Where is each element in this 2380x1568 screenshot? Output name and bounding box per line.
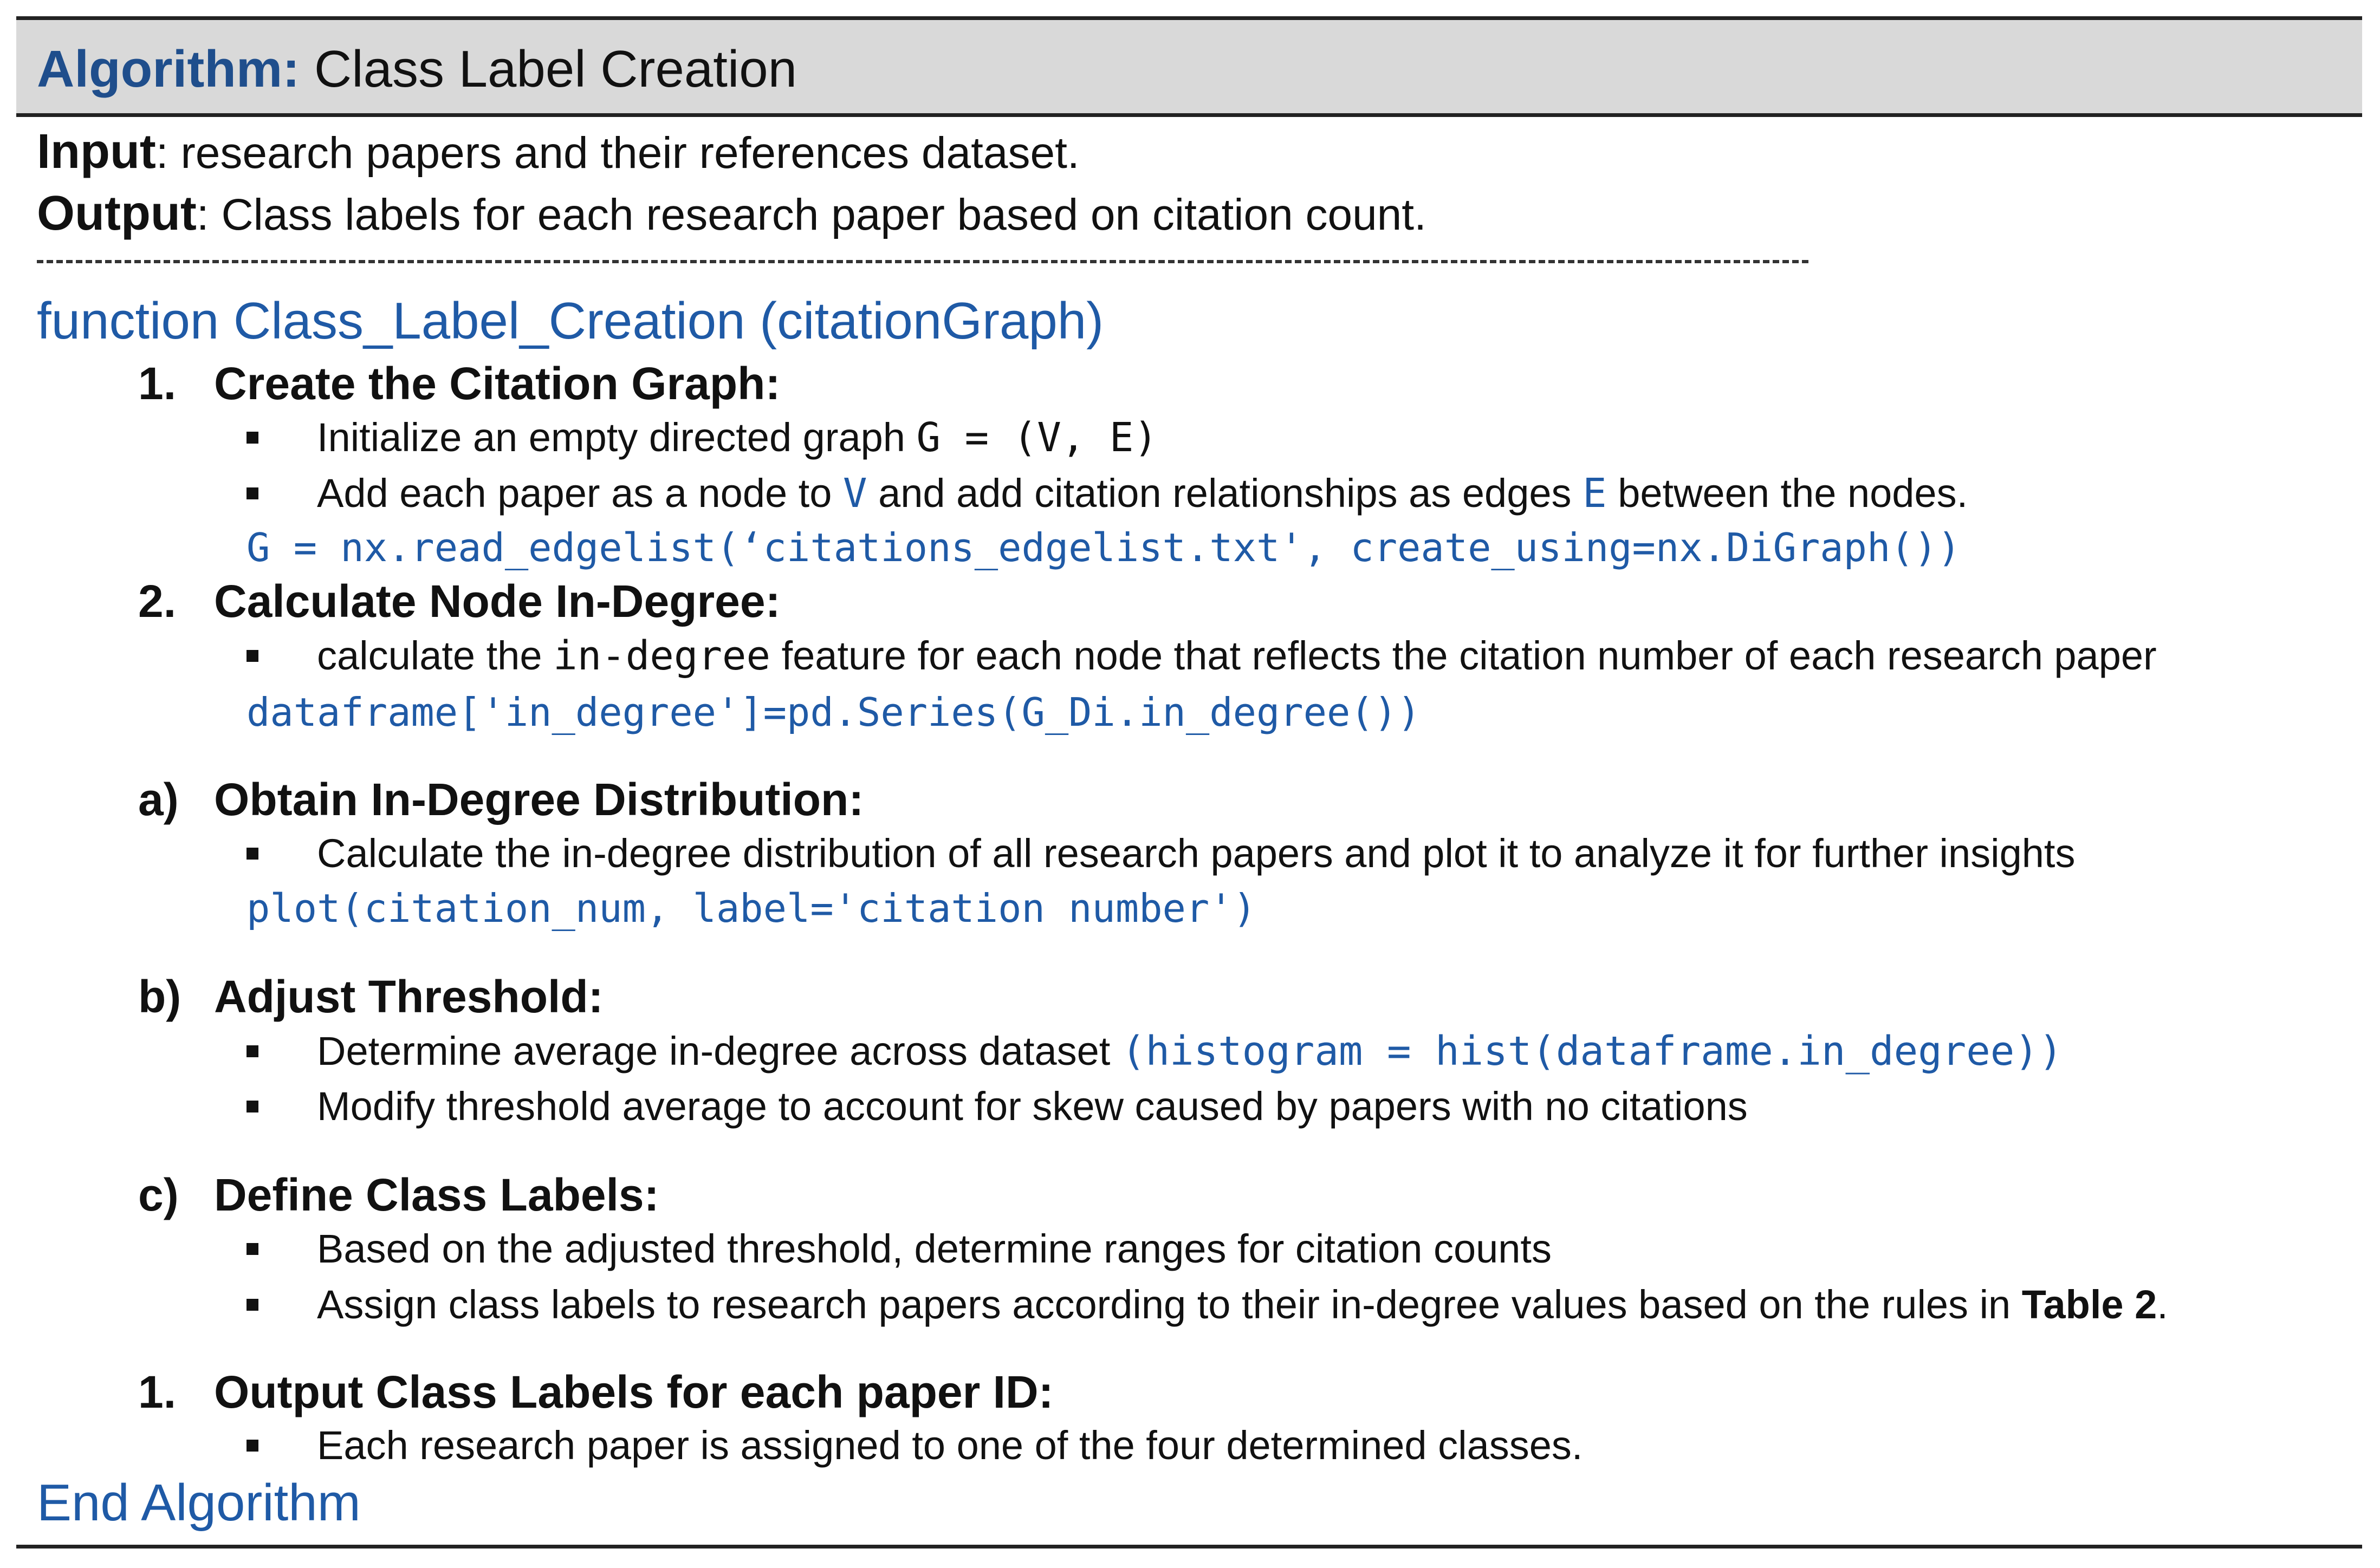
step-2-bullet-1-pre: calculate the bbox=[317, 633, 554, 678]
step-a-bullet-1: Calculate the in-degree distribution of all research papers and plot it to analyze it for further insights bbox=[317, 831, 2076, 876]
output-step-title: Output Class Labels for each paper ID: bbox=[214, 1367, 1054, 1417]
header-text bbox=[37, 40, 797, 99]
output-step-number: 1. bbox=[138, 1367, 177, 1417]
step-2-title: Calculate Node In-Degree: bbox=[214, 576, 781, 627]
step-c-bullet-2-post: . bbox=[2157, 1282, 2168, 1327]
output-line bbox=[37, 186, 1426, 242]
step-1-bullet-1-code: G = (V, E) bbox=[916, 414, 1158, 461]
bullet-icon bbox=[247, 1299, 258, 1311]
function-signature: function Class_Label_Creation (citationGraph) bbox=[37, 292, 1104, 350]
step-b-title: Adjust Threshold: bbox=[214, 971, 604, 1022]
step-c-heading bbox=[138, 1168, 659, 1222]
step-b-number: b) bbox=[138, 971, 181, 1022]
step-1-bullet-2-mid: and add citation relationships as edges bbox=[867, 471, 1583, 516]
step-a-code: plot(citation_num, label='citation number') bbox=[247, 886, 1256, 931]
step-b-bullet-1-text: Determine average in-degree across dataset bbox=[317, 1029, 1121, 1073]
step-c-title: Define Class Labels: bbox=[214, 1169, 659, 1220]
bullet-icon bbox=[247, 1045, 258, 1057]
step-1-bullet-2 bbox=[317, 469, 1968, 518]
step-1-bullet-2-pre: Add each paper as a node to bbox=[317, 471, 843, 516]
output-label: Output bbox=[37, 186, 197, 240]
step-1-bullet-2-v: V bbox=[842, 470, 867, 517]
step-1-bullet-1 bbox=[317, 413, 1158, 462]
input-text: : research papers and their references dataset. bbox=[155, 128, 1080, 178]
step-b-heading bbox=[138, 970, 604, 1024]
bullet-icon bbox=[247, 848, 258, 860]
step-b-bullet-1-code: (histogram = hist(dataframe.in_degree)) bbox=[1121, 1028, 2063, 1075]
step-1-bullet-2-post: between the nodes. bbox=[1606, 471, 1968, 516]
step-c-bullet-2-pre: Assign class labels to research papers according to their in-degree values based on the rules in bbox=[317, 1282, 2022, 1327]
algorithm-keyword: Algorithm: bbox=[37, 40, 300, 98]
bullet-icon bbox=[247, 432, 258, 444]
step-c-bullet-2 bbox=[317, 1280, 2168, 1329]
bullet-icon bbox=[247, 650, 258, 662]
step-1-heading bbox=[138, 356, 780, 411]
bullet-icon bbox=[247, 487, 258, 499]
step-2-bullet-1-code: in-degree bbox=[553, 633, 771, 679]
input-label: Input bbox=[37, 125, 156, 179]
step-1-title: Create the Citation Graph: bbox=[214, 358, 781, 409]
bullet-icon bbox=[247, 1101, 258, 1112]
algorithm-header bbox=[16, 20, 2362, 117]
step-a-title: Obtain In-Degree Distribution: bbox=[214, 774, 864, 825]
step-c-bullet-1: Based on the adjusted threshold, determine ranges for citation counts bbox=[317, 1226, 1552, 1271]
top-rule bbox=[16, 16, 2362, 20]
output-step-bullet-1: Each research paper is assigned to one of the four determined classes. bbox=[317, 1423, 1583, 1468]
dashed-separator bbox=[37, 260, 1808, 263]
step-a-heading bbox=[138, 772, 864, 827]
step-1-code: G = nx.read_edgelist(‘citations_edgelist.txt', create_using=nx.DiGraph()) bbox=[247, 525, 1961, 570]
step-1-number: 1. bbox=[138, 358, 177, 409]
bottom-rule bbox=[16, 1545, 2362, 1549]
end-algorithm: End Algorithm bbox=[37, 1474, 361, 1532]
step-b-bullet-1 bbox=[317, 1027, 2063, 1076]
step-c-number: c) bbox=[138, 1169, 179, 1220]
algorithm-box bbox=[16, 16, 2362, 1554]
table-2-reference: Table 2 bbox=[2021, 1282, 2157, 1327]
bullet-icon bbox=[247, 1440, 258, 1452]
step-2-bullet-1 bbox=[317, 632, 2157, 680]
step-1-bullet-1-text: Initialize an empty directed graph bbox=[317, 415, 917, 460]
step-2-heading bbox=[138, 574, 781, 628]
step-a-number: a) bbox=[138, 774, 179, 825]
step-2-number: 2. bbox=[138, 576, 177, 627]
bullet-icon bbox=[247, 1243, 258, 1255]
algorithm-title: Class Label Creation bbox=[314, 40, 797, 98]
input-line bbox=[37, 125, 1080, 180]
step-b-bullet-2: Modify threshold average to account for skew caused by papers with no citations bbox=[317, 1084, 1748, 1129]
step-2-bullet-1-post: feature for each node that reflects the citation number of each research paper bbox=[770, 633, 2157, 678]
output-step-heading bbox=[138, 1365, 1054, 1419]
output-text: : Class labels for each research paper based on citation count. bbox=[196, 190, 1426, 239]
step-2-code: dataframe['in_degree']=pd.Series(G_Di.in_degree()) bbox=[247, 689, 1421, 735]
step-1-bullet-2-e: E bbox=[1583, 470, 1607, 517]
